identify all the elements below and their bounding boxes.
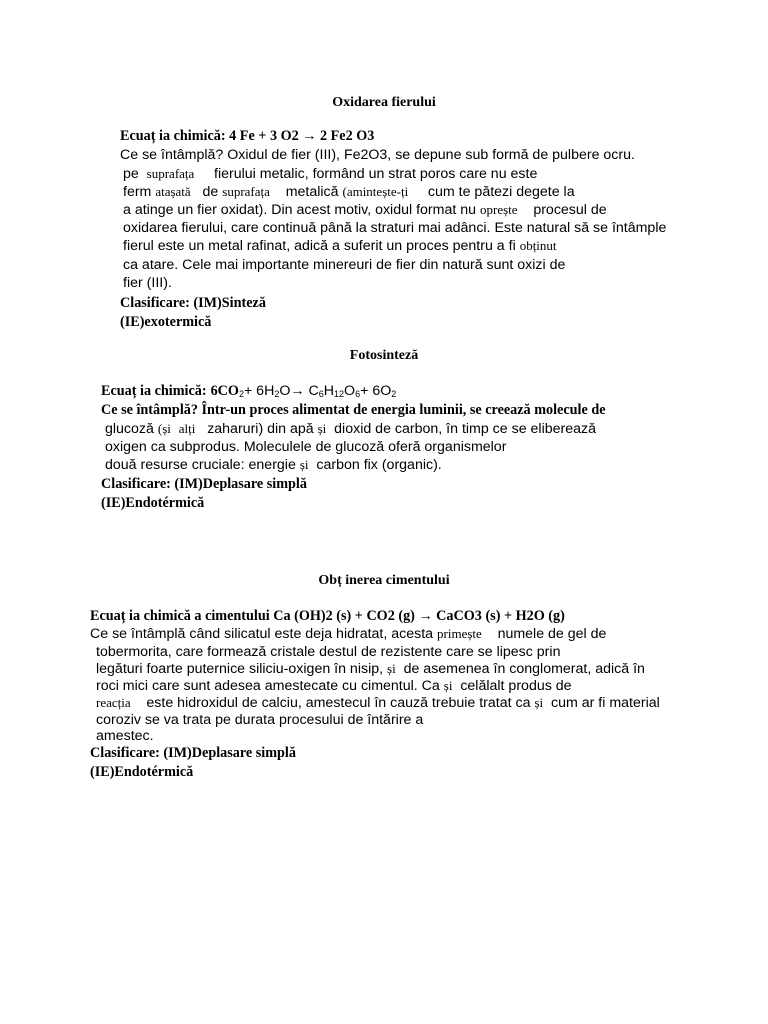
paragraph-line: roci mici care sunt adesea amestecate cu cimentul. Ca și celălalt produs de: [96, 678, 572, 694]
bullet-line: Ecuaț ia chimică: 4 Fe + 3 O2 → 2 Fe2 O3: [120, 128, 375, 144]
bullet-line: (IE)exotermică: [120, 314, 212, 330]
paragraph-line: coroziv se va trata pe durata procesului de întărire a: [96, 712, 424, 728]
bullet-line: Ecuaț ia chimică a cimentului Ca (OH)2 (s) + CO2 (g) → CaCO3 (s) + H2O (g): [90, 608, 565, 624]
bullet-line: Clasificare: (IM)Deplasare simplă: [90, 745, 296, 761]
paragraph-line: ferm atașată de suprafața metalică (amintește-ți cum te pătezi degete la: [123, 184, 575, 200]
section-title-cimentului: Obț inerea cimentului: [318, 573, 450, 588]
bullet-line: (IE)Endotérmică: [90, 764, 194, 780]
bullet-line: Ecuaț ia chimică: $6CO_2+ 6H_2O\to C_6H_{12}O_6+ 6O_2$: [101, 383, 397, 399]
bullet-line: Clasificare: (IM)Sinteză: [120, 295, 266, 311]
section-title-fotosinteza: Fotosinteză: [349, 348, 419, 363]
paragraph-line: oxigen ca subprodus. Moleculele de glucoză oferă organismelor: [105, 439, 507, 455]
paragraph-line: fierul este un metal rafinat, adică a suferit un proces pentru a fi obținut: [123, 238, 557, 254]
paragraph-line: oxidarea fierului, care continuă până la straturi mai adânci. Este natural să se întâmple: [123, 220, 667, 236]
paragraph-line: glucoză (și alți zaharuri) din apă și dioxid de carbon, în timp ce se eliberează: [105, 421, 597, 437]
bullet-line: Ce se întâmplă? Oxidul de fier (III), Fe2O3, se depune sub formă de pulbere ocru.: [120, 147, 635, 163]
bullet-line: Clasificare: (IM)Deplasare simplă: [101, 476, 307, 492]
paragraph-line: amestec.: [96, 728, 154, 744]
bullet-line: (IE)Endotérmică: [101, 495, 205, 511]
paragraph-line: fier (III).: [123, 275, 172, 291]
paragraph-line: reacția este hidroxidul de calciu, amestecul în cauză trebuie tratat ca și cum ar fi material: [96, 695, 660, 711]
section-title-oxidarea: Oxidarea fierului: [332, 95, 436, 110]
paragraph-line: a atinge un fier oxidat). Din acest motiv, oxidul format nu oprește procesul de: [123, 202, 607, 218]
paragraph-line: două resurse cruciale: energie și carbon fix (organic).: [105, 457, 442, 473]
bullet-line: Ce se întâmplă? Într-un proces alimentat de energia luminii, se creează molecule de: [101, 402, 606, 418]
bullet-line: Ce se întâmplă când silicatul este deja hidratat, acesta primește numele de gel de: [90, 626, 607, 642]
paragraph-line: legături foarte puternice siliciu-oxigen în nisip, și de asemenea în conglomerat, adică în: [96, 661, 645, 677]
paragraph-line: pe suprafața fierului metalic, formând un strat poros care nu este: [123, 166, 538, 182]
paragraph-line: tobermorita, care formează cristale destul de rezistente care se lipesc prin: [96, 644, 561, 660]
paragraph-line: ca atare. Cele mai importante minereuri de fier din natură sunt oxizi de: [123, 257, 566, 273]
